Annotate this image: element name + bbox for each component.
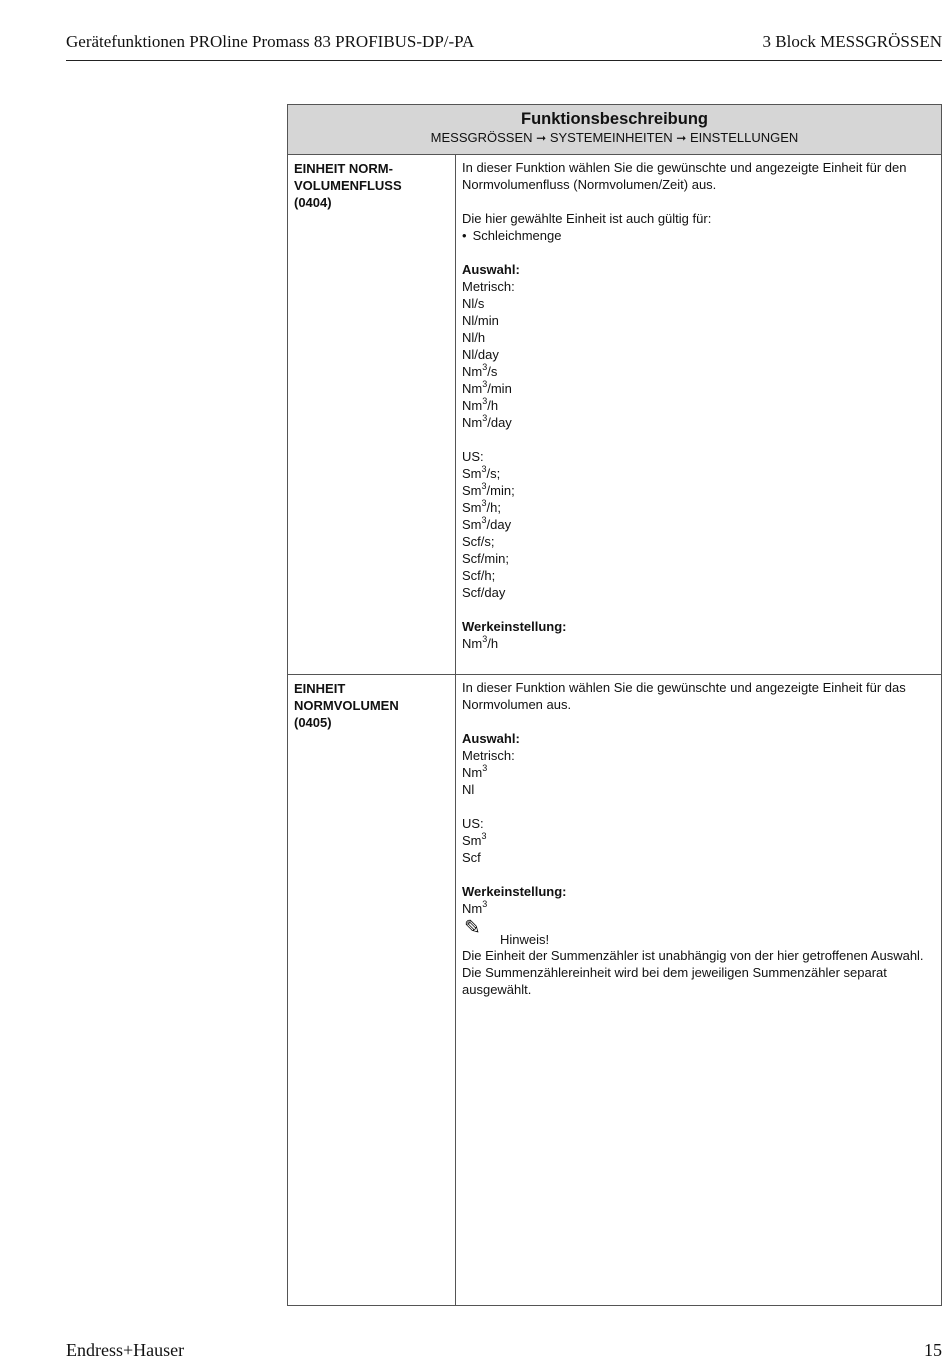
us-label: US:	[462, 449, 484, 464]
path-item: SYSTEMEINHEITEN	[549, 130, 673, 145]
unit-option: Scf/day	[462, 585, 506, 600]
function-name	[288, 675, 456, 1305]
bullet-item: • Schleichmenge	[462, 227, 935, 244]
default-value: Nm$^3$	[462, 899, 488, 916]
function-name-line: EINHEIT NORM-	[294, 161, 393, 176]
default-label: Werkeinstellung:	[462, 884, 567, 899]
table-title: Funktionsbeschreibung	[520, 110, 708, 128]
menu-path	[288, 129, 941, 147]
unit-option: Sm$^3$	[462, 831, 487, 848]
function-table	[287, 104, 942, 1306]
table-header	[288, 105, 941, 155]
unit-option: Sm$^3$/min;	[462, 481, 515, 498]
section-title: 3 Block MESSGRÖSSEN	[762, 32, 942, 51]
page-number: 15	[924, 1340, 942, 1360]
metric-label: Metrisch:	[462, 748, 515, 763]
unit-option: Scf/min;	[462, 551, 509, 566]
company-name: Endress+Hauser	[66, 1340, 185, 1360]
unit-option: Scf/s;	[462, 534, 495, 549]
function-code: (0404)	[294, 195, 332, 210]
unit-option: Nl/h	[462, 330, 486, 345]
unit-option: Nl/s	[462, 296, 485, 311]
unit-option: Scf	[462, 850, 481, 865]
unit-option: Nm$^3$/s	[462, 362, 498, 379]
document-title: Gerätefunktionen PROline Promass 83 PROFIBUS-DP/-PA	[66, 32, 475, 51]
function-name	[288, 155, 456, 674]
note-text: Die Einheit der Summenzähler ist unabhängig von der hier getroffenen Auswahl. Die Summenzählereinheit wird bei dem jeweiligen Summenzähler separat ausgewählt.	[462, 948, 924, 997]
function-name-line: VOLUMENFLUSS	[294, 178, 402, 193]
arrow-right-icon: ➞	[536, 131, 547, 145]
metric-label: Metrisch:	[462, 279, 515, 294]
unit-option: Nl/min	[462, 313, 499, 328]
description-text: Die hier gewählte Einheit ist auch gültig für:	[462, 211, 712, 226]
auswahl-label: Auswahl:	[462, 262, 520, 277]
unit-option: Sm$^3$/s;	[462, 464, 501, 481]
default-value: Nm$^3$/h	[462, 634, 499, 651]
function-description	[456, 155, 941, 674]
function-code: (0405)	[294, 715, 332, 730]
path-item: EINSTELLUNGEN	[689, 130, 799, 145]
us-label: US:	[462, 816, 484, 831]
unit-option: Nl	[462, 782, 475, 797]
unit-option: Nm$^3$/min	[462, 379, 512, 396]
pencil-icon: ✎	[464, 917, 481, 939]
description-text: In dieser Funktion wählen Sie die gewünschte und angezeigte Einheit für den Normvolumenfluss (Normvolumen/Zeit) aus.	[462, 160, 907, 192]
function-name-line: NORMVOLUMEN	[294, 698, 399, 713]
function-description	[456, 675, 941, 1305]
description-text: In dieser Funktion wählen Sie die gewünschte und angezeigte Einheit für das Normvolumen aus.	[462, 680, 906, 712]
unit-option: Scf/h;	[462, 568, 496, 583]
unit-option: Nm$^3$/h	[462, 396, 499, 413]
unit-option: Nm$^3$	[462, 763, 488, 780]
unit-option: Nl/day	[462, 347, 499, 362]
table-row	[288, 675, 941, 1305]
default-label: Werkeinstellung:	[462, 619, 567, 634]
auswahl-label: Auswahl:	[462, 731, 520, 746]
arrow-right-icon: ➞	[676, 131, 687, 145]
unit-option: Sm$^3$/day	[462, 515, 512, 532]
unit-option: Sm$^3$/h;	[462, 498, 501, 515]
page-header	[66, 30, 942, 61]
unit-option: Nm$^3$/day	[462, 413, 512, 430]
function-name-line: EINHEIT	[294, 681, 346, 696]
note-heading	[462, 917, 935, 947]
note-label: Hinweis!	[500, 932, 550, 947]
table-row	[288, 155, 941, 675]
path-item: MESSGRÖSSEN	[430, 130, 533, 145]
